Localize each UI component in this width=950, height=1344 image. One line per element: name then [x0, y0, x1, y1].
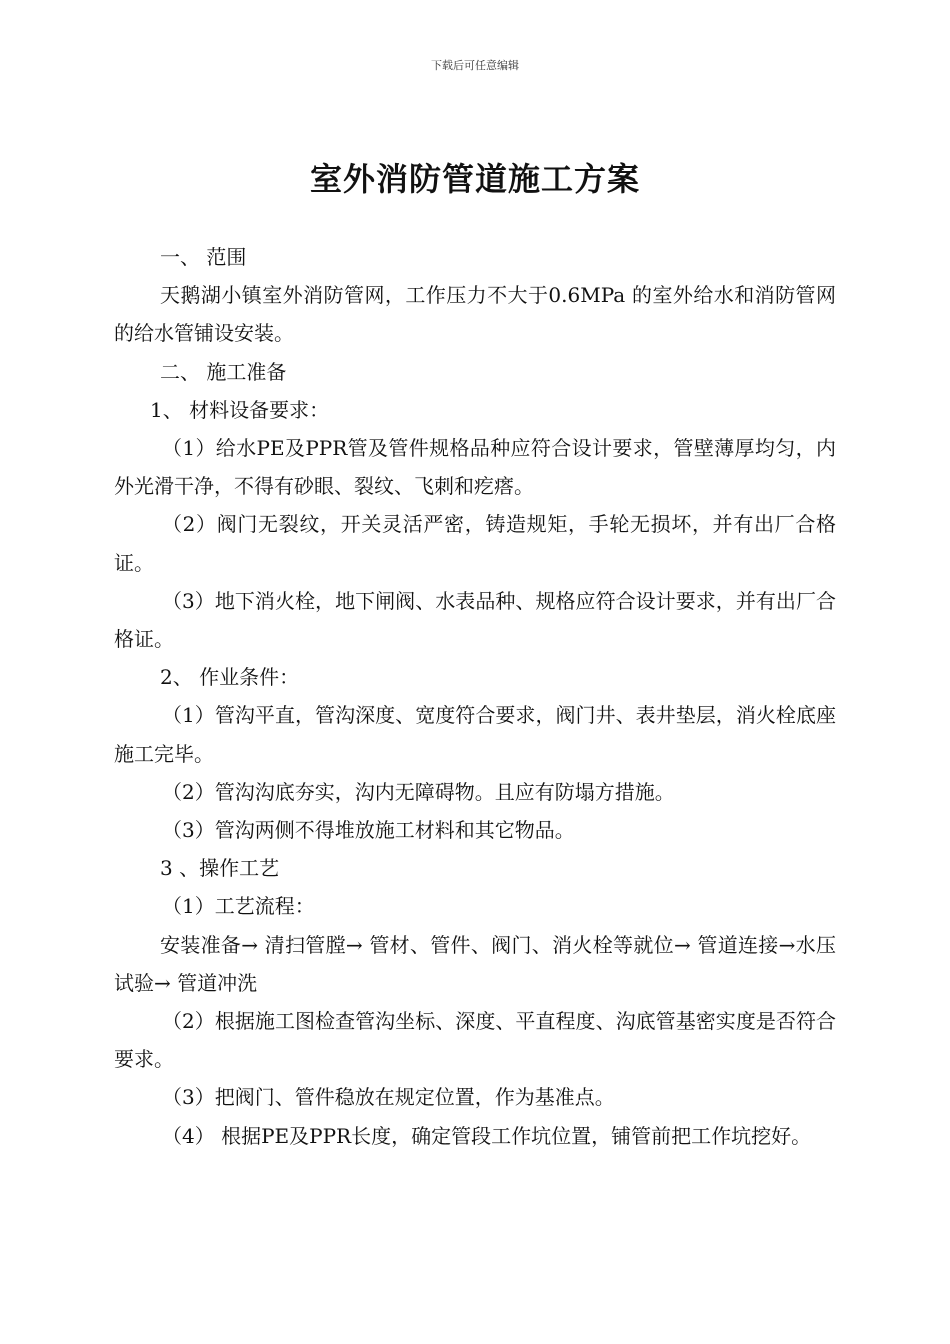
paragraph: 安装准备→ 清扫管膛→ 管材、管件、阀门、消火栓等就位→ 管道连接→水压试验→ 管道冲洗 — [114, 932, 836, 995]
paragraph: （4） 根据PE及PPR长度，确定管段工作坑位置，铺管前把工作坑挖好。 — [162, 1123, 812, 1148]
paragraph: 1、 材料设备要求： — [150, 397, 330, 422]
paragraph: （1）管沟平直，管沟深度、宽度符合要求，阀门井、表井垫层，消火栓底座施工完毕。 — [114, 703, 836, 766]
paragraph: （2）管沟沟底夯实，沟内无障碍物。且应有防塌方措施。 — [162, 779, 675, 804]
document-title: 室外消防管道施工方案 — [309, 160, 640, 198]
paragraph: （3）管沟两侧不得堆放施工材料和其它物品。 — [162, 818, 575, 843]
paragraph: （2）阀门无裂纹，开关灵活严密，铸造规矩，手轮无损坏，并有出厂合格证。 — [114, 512, 836, 575]
page-header: 下载后可任意编辑 — [431, 59, 519, 72]
paragraph: （1）给水PE及PPR管及管件规格品种应符合设计要求，管壁薄厚均匀，内外光滑干净，不得有砂眼、裂纹、飞刺和疙瘩。 — [114, 436, 836, 499]
paragraph: （3）把阀门、管件稳放在规定位置，作为基准点。 — [162, 1085, 615, 1110]
paragraph: 天鹅湖小镇室外消防管网，工作压力不大于0.6MPa 的室外给水和消防管网的给水管铺设安装。 — [114, 283, 836, 346]
paragraph: 一、 范围 — [160, 245, 247, 269]
paragraph: （1）工艺流程： — [162, 894, 315, 919]
paragraph: （3）地下消火栓，地下闸阀、水表品种、规格应符合设计要求，并有出厂合格证。 — [114, 588, 836, 652]
paragraph: 二、 施工准备 — [160, 359, 287, 384]
paragraph: （2）根据施工图检查管沟坐标、深度、平直程度、沟底管基密实度是否符合要求。 — [114, 1009, 836, 1072]
document-body — [114, 238, 836, 1155]
paragraph: 3 、操作工艺 — [160, 856, 280, 881]
paragraph: 2、 作业条件： — [160, 665, 300, 690]
